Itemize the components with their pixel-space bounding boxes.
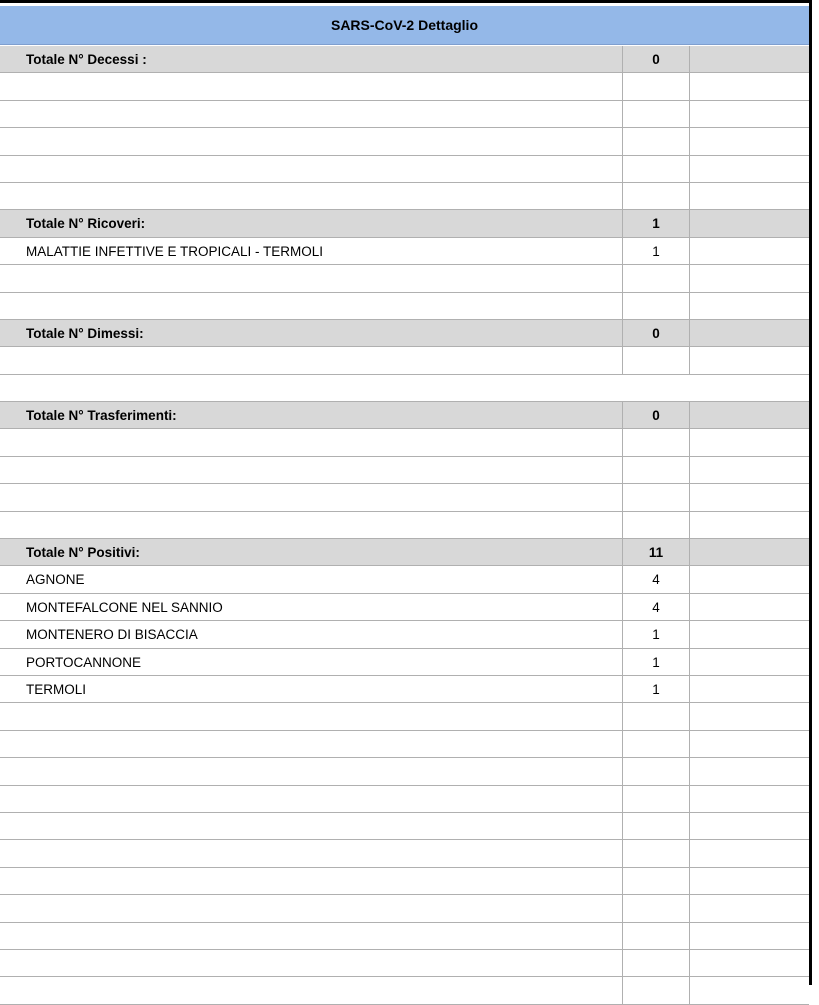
- cell-value[interactable]: [622, 347, 690, 373]
- cell-value[interactable]: [622, 868, 690, 894]
- empty-row: [0, 293, 809, 320]
- cell-label[interactable]: [0, 950, 622, 976]
- cell-value[interactable]: 11: [622, 539, 690, 565]
- empty-row: [0, 923, 809, 950]
- cell-value[interactable]: 1: [622, 649, 690, 675]
- cell-label[interactable]: Totale N° Dimessi:: [26, 325, 144, 341]
- table-row: [0, 594, 809, 621]
- empty-row: [0, 73, 809, 100]
- cell-value[interactable]: [622, 758, 690, 784]
- table-row: [0, 676, 809, 703]
- empty-row: [0, 457, 809, 484]
- empty-row: [0, 429, 809, 456]
- cell-value[interactable]: [622, 923, 690, 949]
- cell-value[interactable]: [622, 977, 690, 1003]
- cell-value[interactable]: 0: [622, 402, 690, 428]
- cell-label[interactable]: [0, 512, 622, 538]
- cell-value[interactable]: [622, 457, 690, 483]
- cell-label[interactable]: [0, 758, 622, 784]
- empty-row: [0, 786, 809, 813]
- empty-row: [0, 840, 809, 867]
- empty-row: [0, 512, 809, 539]
- cell-value[interactable]: [622, 484, 690, 510]
- cell-value[interactable]: [622, 73, 690, 99]
- cell-value[interactable]: [622, 895, 690, 921]
- cell-value[interactable]: [622, 183, 690, 209]
- cell-value[interactable]: [622, 512, 690, 538]
- empty-row: [0, 950, 809, 977]
- cell-label[interactable]: [0, 923, 622, 949]
- cell-label[interactable]: MONTENERO DI BISACCIA: [26, 627, 198, 643]
- cell-label[interactable]: [0, 183, 622, 209]
- cell-label[interactable]: [0, 429, 622, 455]
- cell-value[interactable]: [622, 293, 690, 319]
- cell-label[interactable]: AGNONE: [26, 572, 85, 588]
- table-row: [0, 238, 809, 265]
- cell-label[interactable]: PORTOCANNONE: [26, 654, 142, 670]
- cell-value[interactable]: [622, 731, 690, 757]
- cell-label[interactable]: [0, 101, 622, 127]
- gap-row: [0, 375, 809, 402]
- cell-value[interactable]: [622, 156, 690, 182]
- cell-value[interactable]: [622, 786, 690, 812]
- cell-label[interactable]: [0, 347, 622, 373]
- cell-value[interactable]: 1: [622, 621, 690, 647]
- cell-label[interactable]: [0, 731, 622, 757]
- cell-label[interactable]: [0, 73, 622, 99]
- cell-value[interactable]: [622, 265, 690, 291]
- cell-label[interactable]: [0, 813, 622, 839]
- table-row: [0, 621, 809, 648]
- cell-label[interactable]: [0, 868, 622, 894]
- empty-row: [0, 758, 809, 785]
- cell-value[interactable]: 1: [622, 238, 690, 264]
- section-header-row: [0, 539, 809, 566]
- empty-row: [0, 731, 809, 758]
- cell-label[interactable]: Totale N° Trasferimenti:: [26, 408, 177, 424]
- empty-row: [0, 703, 809, 730]
- cell-value[interactable]: [622, 703, 690, 729]
- empty-row: [0, 101, 809, 128]
- cell-label[interactable]: [0, 457, 622, 483]
- cell-value[interactable]: 1: [622, 676, 690, 702]
- cell-label[interactable]: [0, 375, 622, 401]
- cell-value[interactable]: 0: [622, 320, 690, 346]
- empty-row: [0, 895, 809, 922]
- cell-label[interactable]: Totale N° Ricoveri:: [26, 216, 146, 232]
- empty-row: [0, 347, 809, 374]
- cell-value[interactable]: [622, 101, 690, 127]
- cell-label[interactable]: [0, 265, 622, 291]
- cell-label[interactable]: [0, 293, 622, 319]
- cell-label[interactable]: [0, 128, 622, 154]
- cell-label[interactable]: TERMOLI: [26, 681, 87, 697]
- table-row: [0, 566, 809, 593]
- cell-value[interactable]: [622, 429, 690, 455]
- section-header-row: [0, 210, 809, 237]
- cell-label[interactable]: [0, 484, 622, 510]
- section-header-row: [0, 46, 809, 73]
- cell-label[interactable]: Totale N° Positivi:: [26, 545, 140, 561]
- cell-value[interactable]: [622, 128, 690, 154]
- cell-label[interactable]: [0, 156, 622, 182]
- empty-row: [0, 484, 809, 511]
- cell-label[interactable]: [0, 977, 622, 1003]
- empty-row: [0, 128, 809, 155]
- cell-value[interactable]: 0: [622, 46, 690, 72]
- cell-label[interactable]: MALATTIE INFETTIVE E TROPICALI - TERMOLI: [26, 243, 324, 259]
- cell-value[interactable]: [622, 813, 690, 839]
- cell-label[interactable]: [0, 703, 622, 729]
- sheet-title: SARS-CoV-2 Dettaglio: [0, 6, 809, 45]
- cell-label[interactable]: [0, 786, 622, 812]
- data-grid: [0, 46, 809, 1005]
- table-row: [0, 649, 809, 676]
- section-header-row: [0, 320, 809, 347]
- empty-row: [0, 183, 809, 210]
- cell-label[interactable]: MONTEFALCONE NEL SANNIO: [26, 599, 223, 615]
- cell-label[interactable]: [0, 895, 622, 921]
- empty-row: [0, 868, 809, 895]
- cell-value[interactable]: [622, 950, 690, 976]
- empty-row: [0, 813, 809, 840]
- empty-row: [0, 265, 809, 292]
- cell-label[interactable]: Totale N° Decessi :: [26, 52, 147, 67]
- empty-row: [0, 156, 809, 183]
- section-header-row: [0, 402, 809, 429]
- cell-label[interactable]: [0, 840, 622, 866]
- cell-value[interactable]: 4: [622, 566, 690, 592]
- cell-value[interactable]: 1: [622, 210, 690, 236]
- cell-value[interactable]: [622, 840, 690, 866]
- cell-value[interactable]: 4: [622, 594, 690, 620]
- empty-row: [0, 977, 809, 1004]
